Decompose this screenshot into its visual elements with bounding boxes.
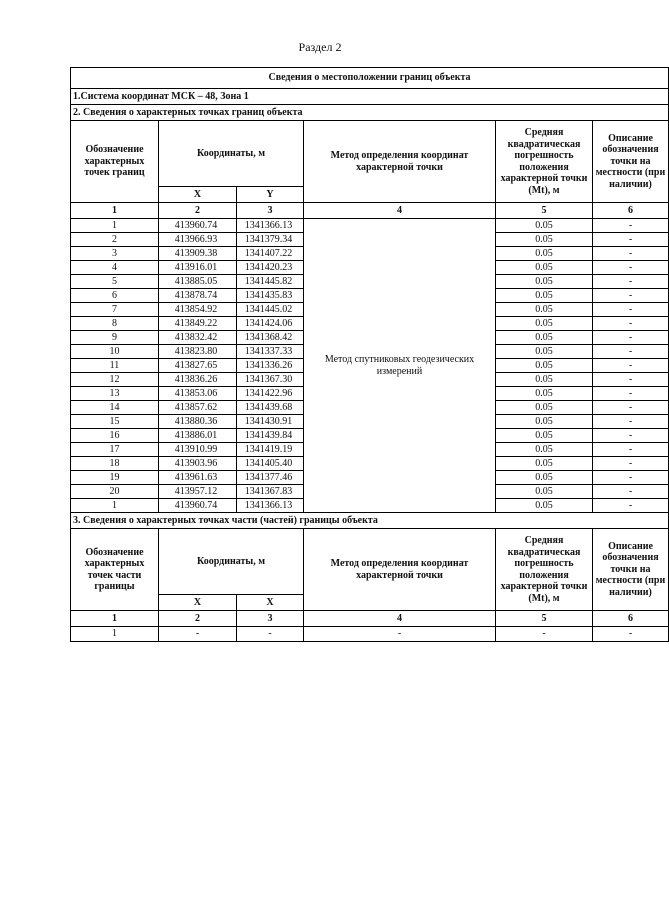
coord-y: 1341368.42 — [237, 331, 304, 345]
coord-y: 1341445.82 — [237, 275, 304, 289]
section2-title: 2. Сведения о характерных точках границ объекта — [71, 105, 669, 121]
coord-y: 1341377.46 — [237, 471, 304, 485]
header3-designation: Обозначение характерных точек части границы — [71, 529, 159, 611]
header3-method: Метод определения координат характерной точки — [304, 529, 496, 611]
accuracy-value: 0.05 — [496, 457, 593, 471]
col-num-2: 2 — [159, 203, 237, 219]
header-y: Y — [237, 187, 304, 203]
point-number: 3 — [71, 247, 159, 261]
coord-y: 1341336.26 — [237, 359, 304, 373]
point-number: 11 — [71, 359, 159, 373]
point-number: 5 — [71, 275, 159, 289]
header3-description: Описание обозначения точки на местности (при наличии) — [593, 529, 669, 611]
header-x: X — [159, 187, 237, 203]
coord-y: 1341367.83 — [237, 485, 304, 499]
accuracy-value: 0.05 — [496, 303, 593, 317]
accuracy-value: 0.05 — [496, 233, 593, 247]
accuracy-value: 0.05 — [496, 331, 593, 345]
coord-y: 1341430.91 — [237, 415, 304, 429]
col-num-1: 1 — [71, 203, 159, 219]
point-number: 19 — [71, 471, 159, 485]
col-num-3: 3 — [237, 203, 304, 219]
coord-x: 413960.74 — [159, 219, 237, 233]
header3-accuracy: Средняя квадратическая погрешность положения характерной точки (Mt), м — [496, 529, 593, 611]
description-value: - — [593, 233, 669, 247]
point-number: 4 — [71, 261, 159, 275]
accuracy-value: 0.05 — [496, 275, 593, 289]
description-value: - — [593, 457, 669, 471]
coordinate-system-row: 1.Система координат МСК – 48, Зона 1 — [71, 89, 669, 105]
header3-coords: Координаты, м — [159, 529, 304, 595]
description-value: - — [593, 331, 669, 345]
coord-x: 413823.80 — [159, 345, 237, 359]
table-row — [71, 219, 669, 233]
accuracy-value: 0.05 — [496, 345, 593, 359]
accuracy-value: 0.05 — [496, 219, 593, 233]
point-number: 14 — [71, 401, 159, 415]
point-number: 8 — [71, 317, 159, 331]
point-number: 2 — [71, 233, 159, 247]
accuracy-value: 0.05 — [496, 485, 593, 499]
col3-num-2: 2 — [159, 611, 237, 627]
col3-num-6: 6 — [593, 611, 669, 627]
description-value: - — [593, 627, 669, 642]
point-number: 6 — [71, 289, 159, 303]
coord-y: 1341439.84 — [237, 429, 304, 443]
coord-y: 1341366.13 — [237, 219, 304, 233]
coord-y: 1341439.68 — [237, 401, 304, 415]
coord-x: 413854.92 — [159, 303, 237, 317]
coord-x: 413885.05 — [159, 275, 237, 289]
coord-x: 413857.62 — [159, 401, 237, 415]
description-value: - — [593, 443, 669, 457]
description-value: - — [593, 275, 669, 289]
coord-x: 413916.01 — [159, 261, 237, 275]
coord-x: 413878.74 — [159, 289, 237, 303]
coord-x: 413886.01 — [159, 429, 237, 443]
coord-x: 413910.99 — [159, 443, 237, 457]
coord-y: 1341337.33 — [237, 345, 304, 359]
accuracy-value: 0.05 — [496, 443, 593, 457]
col3-num-1: 1 — [71, 611, 159, 627]
header-coords: Координаты, м — [159, 121, 304, 187]
coord-y: 1341367.30 — [237, 373, 304, 387]
section3-title: 3. Сведения о характерных точках части (частей) границы объекта — [71, 513, 669, 529]
header3-y: X — [237, 595, 304, 611]
header-description: Описание обозначения точки на местности (при наличии) — [593, 121, 669, 203]
coord-x: 413961.63 — [159, 471, 237, 485]
header-method: Метод определения координат характерной точки — [304, 121, 496, 203]
point-number: 7 — [71, 303, 159, 317]
coord-x: - — [159, 627, 237, 642]
description-value: - — [593, 471, 669, 485]
point-number: 1 — [71, 627, 159, 642]
description-value: - — [593, 429, 669, 443]
coord-y: 1341407.22 — [237, 247, 304, 261]
point-number: 13 — [71, 387, 159, 401]
description-value: - — [593, 499, 669, 513]
column-numbers-row — [71, 203, 669, 219]
coord-y: 1341379.34 — [237, 233, 304, 247]
method-cell: Метод спутниковых геодезических измерений — [304, 219, 496, 513]
method-value: - — [304, 627, 496, 642]
accuracy-value: 0.05 — [496, 359, 593, 373]
description-value: - — [593, 373, 669, 387]
col-num-5: 5 — [496, 203, 593, 219]
coord-x: 413909.38 — [159, 247, 237, 261]
accuracy-value: 0.05 — [496, 499, 593, 513]
header-accuracy: Средняя квадратическая погрешность положения характерной точки (Mt), м — [496, 121, 593, 203]
coord-x: 413966.93 — [159, 233, 237, 247]
point-number: 17 — [71, 443, 159, 457]
accuracy-value: 0.05 — [496, 261, 593, 275]
description-value: - — [593, 219, 669, 233]
coord-y: 1341366.13 — [237, 499, 304, 513]
col3-num-5: 5 — [496, 611, 593, 627]
accuracy-value: - — [496, 627, 593, 642]
point-number: 15 — [71, 415, 159, 429]
description-value: - — [593, 359, 669, 373]
point-number: 1 — [71, 219, 159, 233]
accuracy-value: 0.05 — [496, 415, 593, 429]
coord-y: 1341435.83 — [237, 289, 304, 303]
boundary-table — [70, 67, 669, 642]
table-row — [71, 627, 669, 642]
coord-y: 1341424.06 — [237, 317, 304, 331]
description-value: - — [593, 247, 669, 261]
accuracy-value: 0.05 — [496, 387, 593, 401]
coord-y: 1341420.23 — [237, 261, 304, 275]
coord-y: 1341445.02 — [237, 303, 304, 317]
coord-y: 1341405.40 — [237, 457, 304, 471]
col-num-6: 6 — [593, 203, 669, 219]
coord-y: 1341419.19 — [237, 443, 304, 457]
description-value: - — [593, 485, 669, 499]
accuracy-value: 0.05 — [496, 247, 593, 261]
col-num-4: 4 — [304, 203, 496, 219]
point-number: 9 — [71, 331, 159, 345]
coord-x: 413832.42 — [159, 331, 237, 345]
header3-x: X — [159, 595, 237, 611]
description-value: - — [593, 387, 669, 401]
accuracy-value: 0.05 — [496, 317, 593, 331]
coord-x: 413849.22 — [159, 317, 237, 331]
coord-y: - — [237, 627, 304, 642]
coord-x: 413957.12 — [159, 485, 237, 499]
description-value: - — [593, 303, 669, 317]
point-number: 12 — [71, 373, 159, 387]
description-value: - — [593, 317, 669, 331]
coord-x: 413827.65 — [159, 359, 237, 373]
accuracy-value: 0.05 — [496, 471, 593, 485]
accuracy-value: 0.05 — [496, 401, 593, 415]
col3-num-3: 3 — [237, 611, 304, 627]
accuracy-value: 0.05 — [496, 373, 593, 387]
coord-x: 413836.26 — [159, 373, 237, 387]
description-value: - — [593, 289, 669, 303]
point-number: 10 — [71, 345, 159, 359]
col3-num-4: 4 — [304, 611, 496, 627]
coord-x: 413903.96 — [159, 457, 237, 471]
header-designation: Обозначение характерных точек границ — [71, 121, 159, 203]
page-title: Раздел 2 — [298, 40, 342, 54]
coord-x: 413960.74 — [159, 499, 237, 513]
description-value: - — [593, 345, 669, 359]
accuracy-value: 0.05 — [496, 289, 593, 303]
table-title: Сведения о местоположении границ объекта — [71, 68, 669, 89]
description-value: - — [593, 401, 669, 415]
point-number: 20 — [71, 485, 159, 499]
coord-x: 413853.06 — [159, 387, 237, 401]
column-numbers-row-3 — [71, 611, 669, 627]
description-value: - — [593, 261, 669, 275]
coord-x: 413880.36 — [159, 415, 237, 429]
point-number: 16 — [71, 429, 159, 443]
description-value: - — [593, 415, 669, 429]
accuracy-value: 0.05 — [496, 429, 593, 443]
point-number: 1 — [71, 499, 159, 513]
point-number: 18 — [71, 457, 159, 471]
coord-y: 1341422.96 — [237, 387, 304, 401]
